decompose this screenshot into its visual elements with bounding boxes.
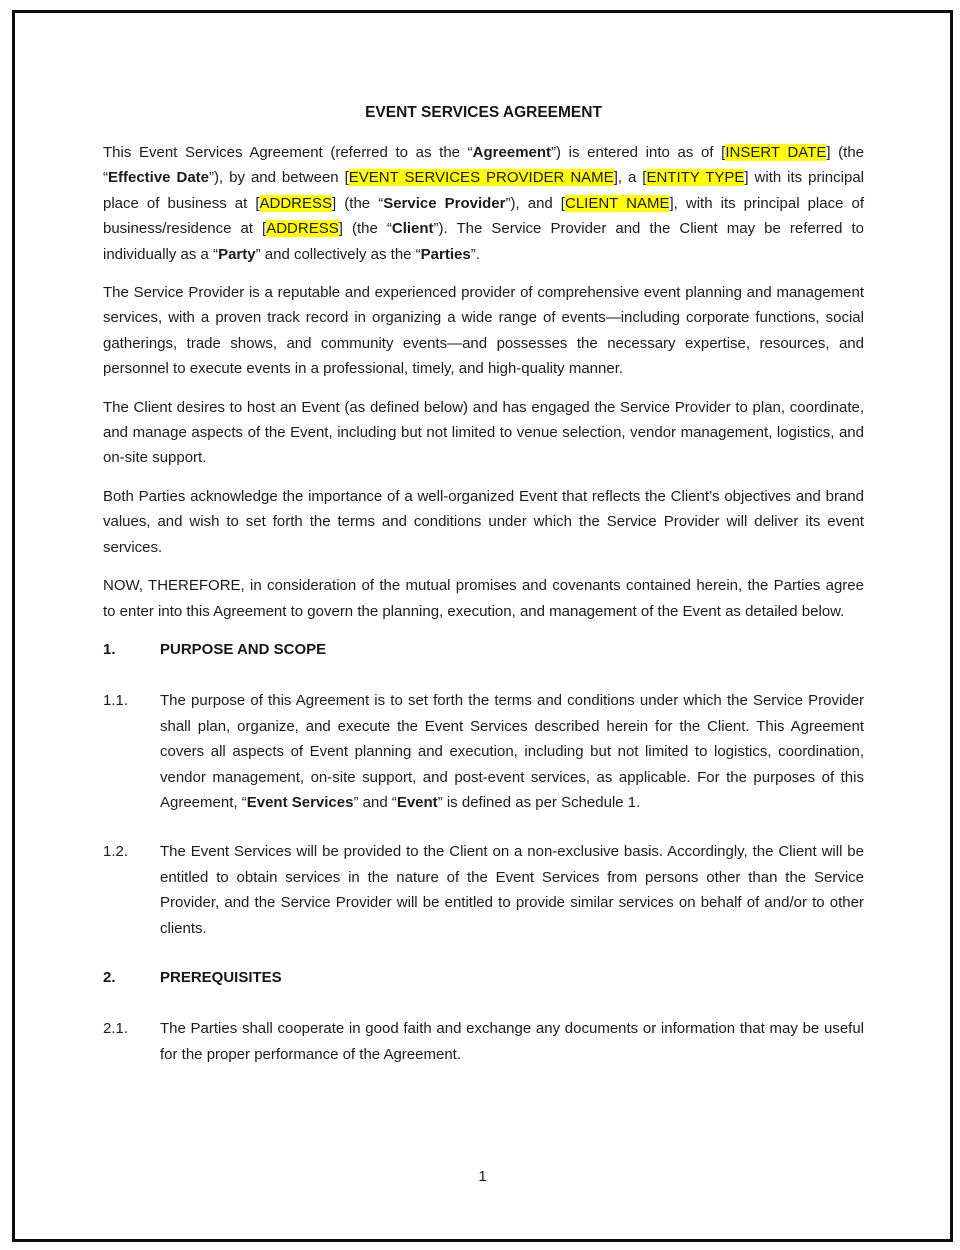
- intro-paragraph: [103, 140, 864, 267]
- text-run: ”). The Service Provider and the Client may be referred to individually as a “: [103, 220, 864, 263]
- document-page: [12, 10, 953, 1242]
- bold-term: Event Services: [246, 793, 354, 811]
- clause-1-2-text: [160, 839, 864, 941]
- bold-term: Agreement: [472, 144, 552, 161]
- placeholder-highlight: ADDRESS: [266, 220, 339, 238]
- text-run: Both Parties acknowledge the importance of a well-organized Event that reflects the Client’s objectives and brand values, and wish to set forth the terms and conditions under which the Service Provider will deliver its event services.: [103, 487, 864, 556]
- text-run: ], a [: [613, 169, 647, 187]
- recital-acknowledgement-paragraph: [103, 484, 864, 560]
- bold-term: Service Provider: [383, 194, 506, 212]
- placeholder-highlight: CLIENT NAME: [564, 194, 670, 212]
- text-run: This Event Services Agreement (referred to as the “: [103, 144, 473, 161]
- text-run: ] (the “: [103, 144, 865, 187]
- bold-term: Parties: [420, 245, 471, 263]
- section-1-title: PURPOSE AND SCOPE: [160, 640, 327, 658]
- recital-client-paragraph: [103, 395, 864, 471]
- document-content: [15, 13, 950, 1067]
- text-run: ”), and [: [505, 194, 565, 212]
- placeholder-highlight: EVENT SERVICES PROVIDER NAME: [348, 169, 614, 187]
- text-run: NOW, THEREFORE, in consideration of the mutual promises and covenants contained herein, the Parties agree to enter into this Agreement to govern the planning, execution, and management of the Event as detailed below.: [103, 577, 864, 620]
- placeholder-highlight: ADDRESS: [259, 194, 333, 212]
- document-title: EVENT SERVICES AGREEMENT: [365, 104, 602, 121]
- section-2-number: 2.: [103, 968, 116, 986]
- clause-2-1: [103, 1016, 864, 1067]
- placeholder-highlight: INSERT DATE: [725, 144, 827, 161]
- clause-1-1-number: 1.1.: [103, 692, 129, 710]
- page-number: 1: [478, 1168, 487, 1185]
- text-run: ” and “: [353, 793, 397, 811]
- text-run: The Event Services will be provided to the Client on a non-exclusive basis. Accordingly, the Client will be entitled to obtain services in the nature of the Event Services from persons other than the Service Provider, and the Service Provider will be entitled to provide similar services on behalf of and/or to other clients.: [160, 843, 864, 937]
- text-run: ], with its principal place of business/residence at [: [103, 194, 865, 238]
- clause-2-1-number: 2.1.: [103, 1020, 129, 1038]
- text-run: ] with its principal place of business at [: [103, 169, 865, 212]
- clause-1-2-number: 1.2.: [103, 843, 129, 861]
- placeholder-highlight: ENTITY TYPE: [646, 169, 745, 187]
- now-therefore-paragraph: [103, 573, 864, 624]
- clause-2-1-text: [160, 1016, 864, 1067]
- clause-1-2: [103, 839, 864, 941]
- text-run: The Parties shall cooperate in good faith and exchange any documents or information that may be useful for the proper performance of the Agreement.: [160, 1020, 864, 1063]
- text-run: The Service Provider is a reputable and experienced provider of comprehensive event planning and management services, with a proven track record in organizing a wide range of events—including corporate functions, social gatherings, trade shows, and community events—and possesses the necessary expertise, resources, and personnel to execute events in a professional, timely, and high-quality manner.: [103, 284, 864, 378]
- text-run: The purpose of this Agreement is to set forth the terms and conditions under which the Service Provider shall plan, organize, and execute the Event Services described herein for the Client. This Agreement covers all aspects of Event planning and execution, including but not limited to logistics, coordination, vendor management, on-site support, and post-event services, as applicable. For the purposes of this Agreement, “: [160, 692, 864, 811]
- bold-term: Effective Date: [108, 169, 210, 187]
- text-run: ”), by and between [: [209, 169, 349, 187]
- text-run: ”) is entered into as of [: [551, 144, 726, 161]
- text-run: The Client desires to host an Event (as defined below) and has engaged the Service Provider to plan, coordinate, and manage aspects of the Event, including but not limited to venue selection, vendor management, logistics, and on-site support.: [103, 398, 864, 467]
- bold-term: Event: [396, 793, 438, 811]
- clause-1-1: [103, 688, 864, 815]
- text-run: ] (the “: [332, 194, 384, 212]
- text-run: ”.: [470, 245, 480, 263]
- section-1-number: 1.: [103, 640, 116, 658]
- recital-provider-paragraph: [103, 280, 864, 382]
- text-run: ” and collectively as the “: [255, 245, 421, 263]
- section-1-heading: [103, 637, 864, 662]
- text-run: ” is defined as per Schedule 1.: [437, 793, 641, 811]
- bold-term: Party: [218, 245, 256, 263]
- text-run: ] (the “: [338, 220, 392, 238]
- clause-1-1-text: [160, 688, 864, 815]
- section-2-heading: [103, 965, 864, 990]
- section-2-title: PREREQUISITES: [160, 968, 282, 986]
- bold-term: Client: [391, 220, 434, 238]
